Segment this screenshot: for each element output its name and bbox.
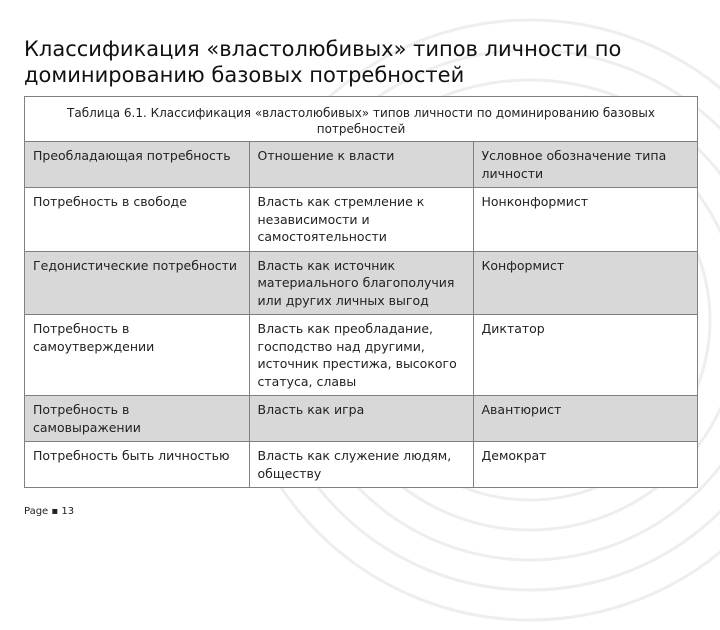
table-cell: Потребность в свободе	[25, 188, 249, 252]
header-attitude: Отношение к власти	[249, 142, 473, 188]
table-row	[25, 188, 697, 252]
table-cell: Власть как служение людям, обществу	[249, 442, 473, 488]
table-caption: Таблица 6.1. Классификация «властолюбивых» типов личности по доминированию базовых потребностей	[25, 97, 697, 142]
table-row	[25, 251, 697, 315]
table-cell: Гедонистические потребности	[25, 251, 249, 315]
header-need: Преобладающая потребность	[25, 142, 249, 188]
slide-title: Классификация «властолюбивых» типов личности по доминированию базовых потребностей	[24, 37, 622, 87]
header-type: Условное обозначение типа личности	[473, 142, 697, 188]
table-row	[25, 442, 697, 488]
table-cell: Власть как стремление к независимости и самостоятельности	[249, 188, 473, 252]
table-cell: Авантюрист	[473, 396, 697, 442]
table-header-row	[25, 142, 697, 188]
table-cell: Власть как игра	[249, 396, 473, 442]
table-cell: Диктатор	[473, 315, 697, 396]
table-grid	[25, 142, 697, 487]
table-cell: Демократ	[473, 442, 697, 488]
table-cell: Власть как преобладание, господство над другими, источник престижа, высокого статуса, славы	[249, 315, 473, 396]
table-row	[25, 315, 697, 396]
table-cell: Потребность в самоутверждении	[25, 315, 249, 396]
table-cell: Конформист	[473, 251, 697, 315]
page-number: Page ▪ 13	[24, 506, 75, 517]
table-cell: Власть как источник материального благополучия или других личных выгод	[249, 251, 473, 315]
table-cell: Потребность в самовыражении	[25, 396, 249, 442]
table-cell: Нонконформист	[473, 188, 697, 252]
table-row	[25, 396, 697, 442]
classification-table	[24, 96, 698, 488]
table-cell: Потребность быть личностью	[25, 442, 249, 488]
